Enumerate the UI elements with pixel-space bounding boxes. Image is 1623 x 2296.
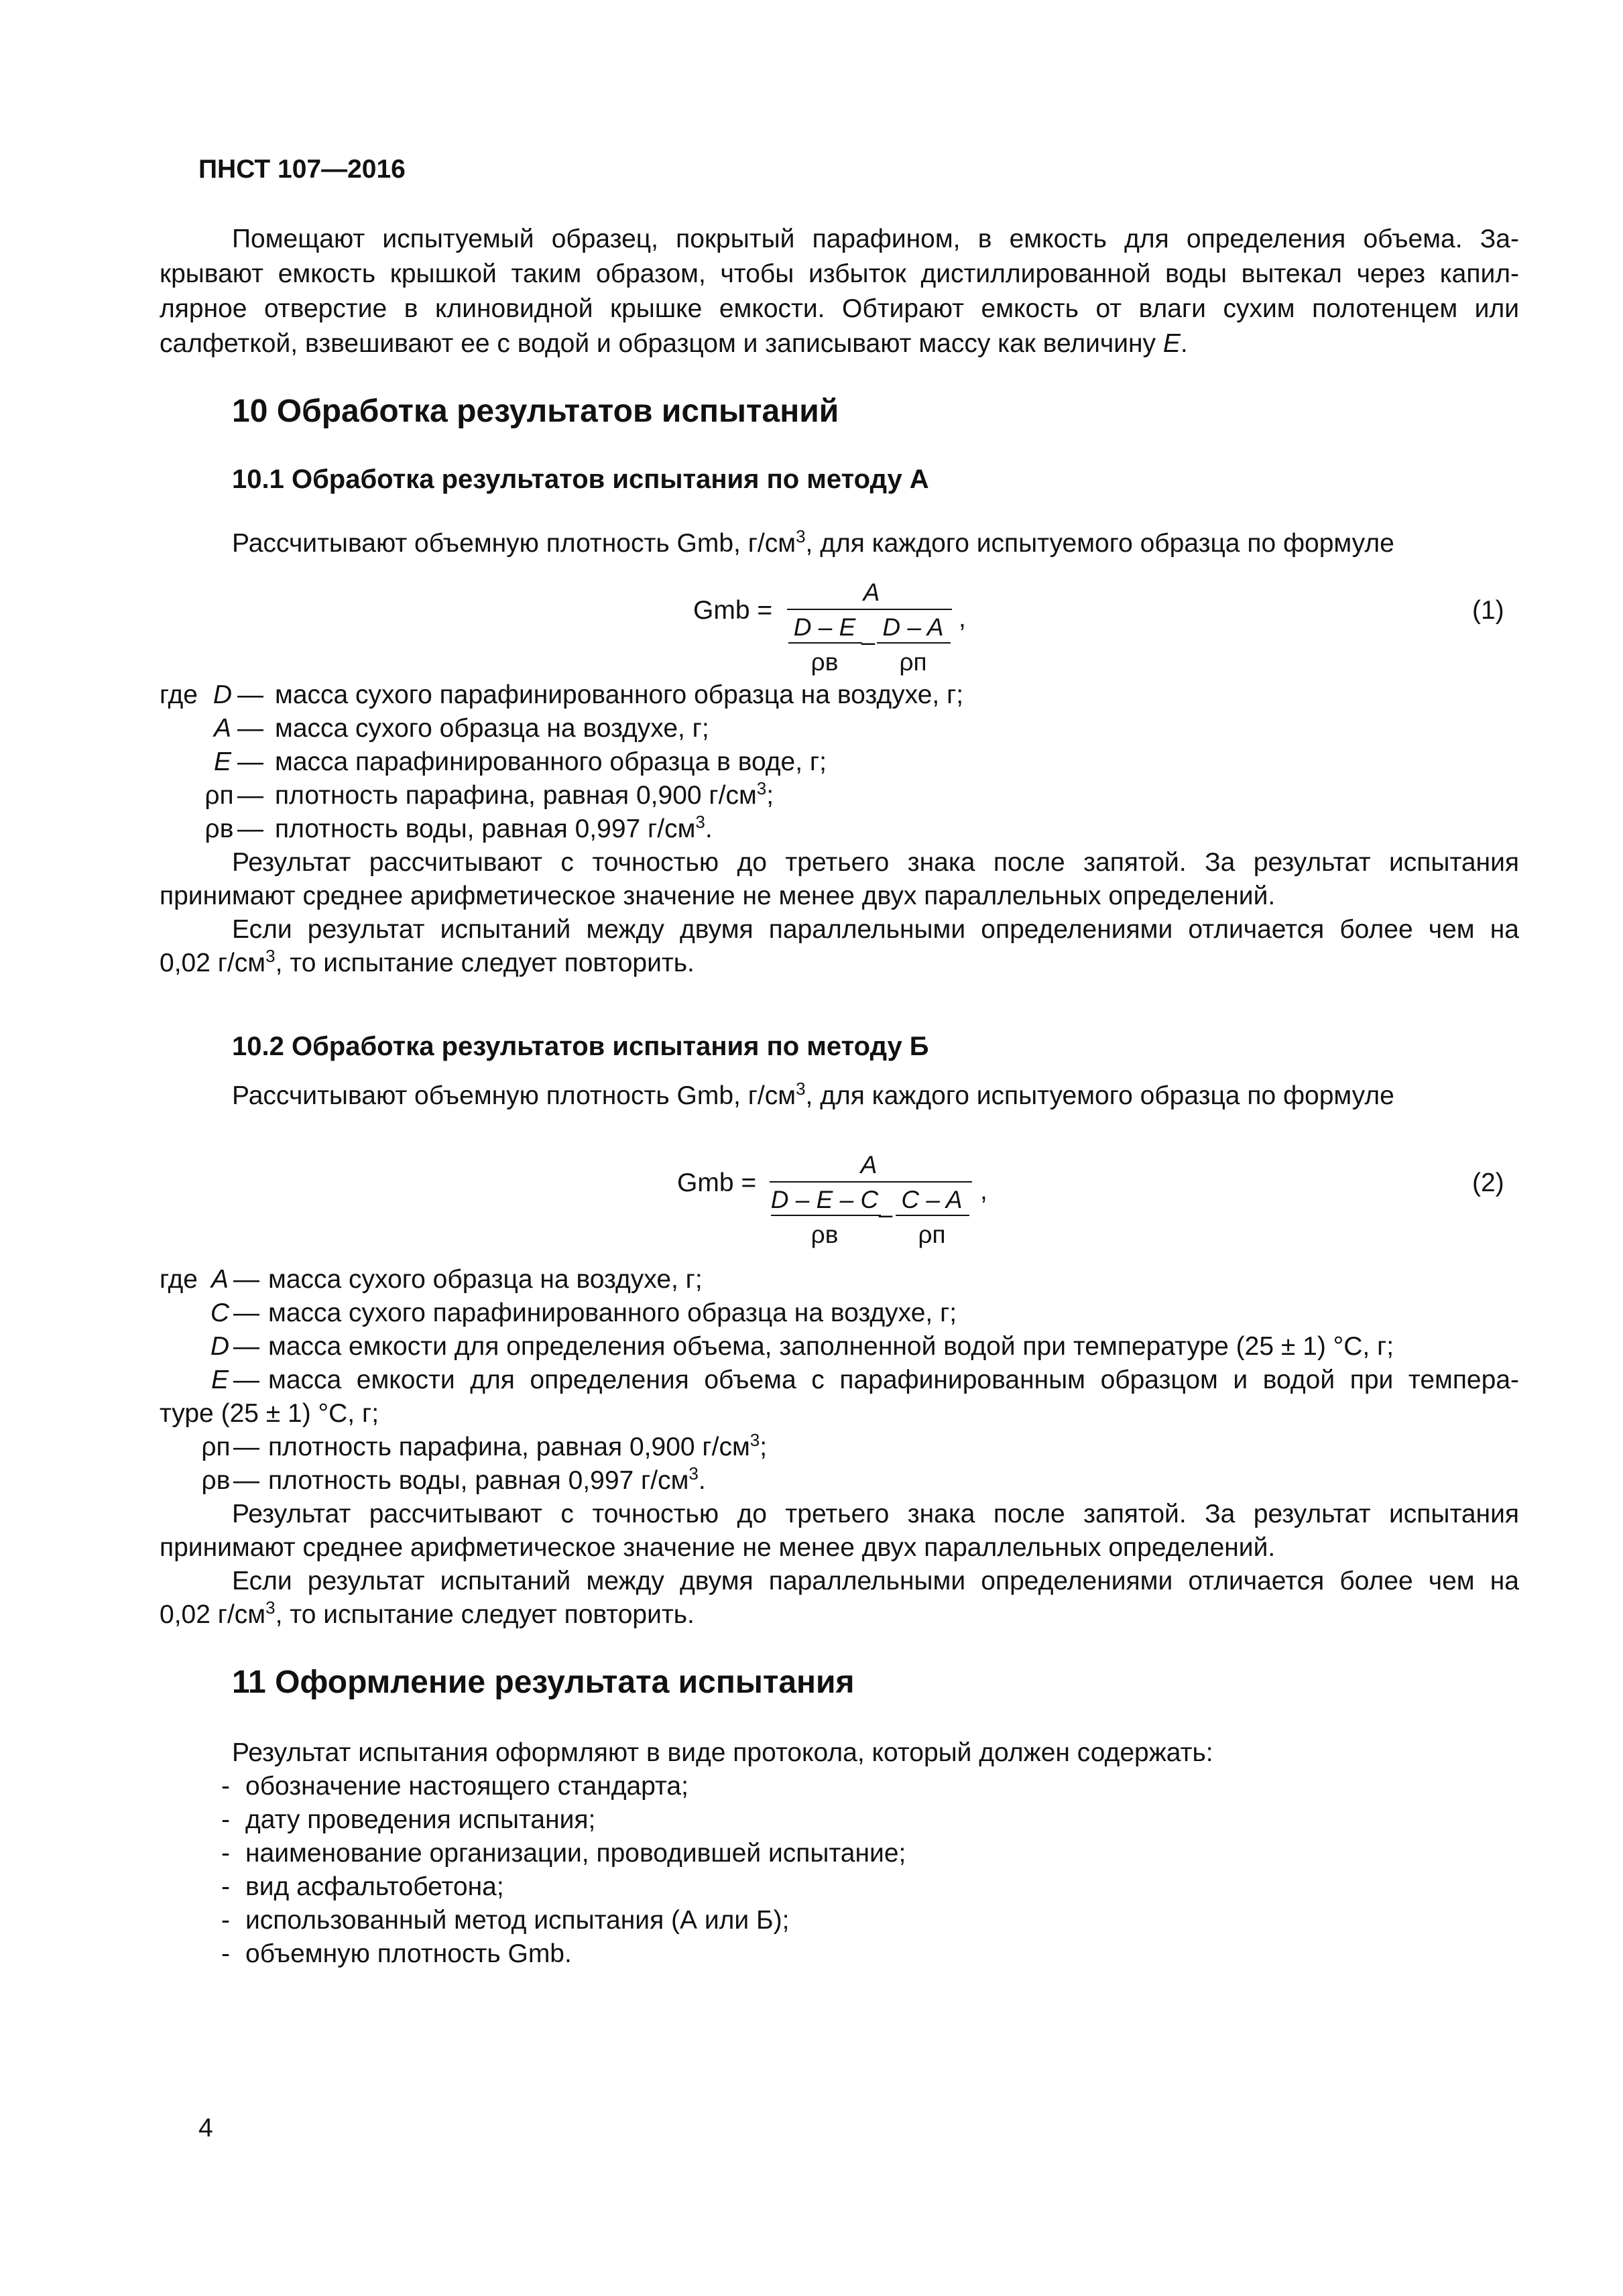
s102-repeat-line-2 (160, 1598, 695, 1632)
s101-result-line-2: принимают среднее арифметическое значение не менее двух параллельных определений. (160, 882, 1276, 910)
where-1-dash-4: — (237, 814, 263, 843)
intro-line-4-text: салфеткой, взвешивают ее с водой и образцом и записывают массу как величину (160, 329, 1156, 358)
where-1-sym-0: D (213, 680, 233, 709)
s102-intro-b: , для каждого испытуемого образца по формуле (805, 1081, 1394, 1110)
list-bullet-1: - (221, 1805, 230, 1834)
formula-1-lhs: Gmb = (693, 596, 773, 625)
s101-intro-a: Рассчитывают объемную плотность Gmb, г/см (232, 529, 796, 558)
where-1-text-2: масса парафинированного образца в воде, г; (275, 747, 827, 776)
section-10-1-title: 10.1 Обработка результатов испытания по методу А (232, 465, 929, 494)
where-2-prefix: где (160, 1265, 198, 1294)
where-2-dash-2: — (233, 1332, 259, 1361)
intro-period: . (1180, 329, 1188, 358)
list-bullet-3: - (221, 1872, 230, 1901)
where-2-text-6-end: . (698, 1466, 706, 1495)
where-1-prefix: где (160, 680, 198, 709)
list-item-5: объемную плотность Gmb. (245, 1939, 572, 1968)
formula-1-numerator: A (863, 579, 880, 606)
formula-1-main-bar (787, 609, 952, 610)
intro-line-3: лярное отверстие в клиновидной крышке емкости. Обтирают емкость от влаги сухим полотенцем или (160, 294, 1519, 323)
formula-2-term2-bar (896, 1215, 969, 1216)
where-1-text-4 (275, 812, 713, 846)
formula-2-numerator: A (860, 1151, 878, 1179)
where-1-dash-0: — (237, 680, 263, 709)
s102-repeat-a: 0,02 г/см (160, 1600, 266, 1629)
where-2-dash-6: — (233, 1466, 259, 1495)
formula-2-main-bar (770, 1181, 972, 1183)
where-2-text-6 (268, 1464, 706, 1498)
where-2-text-5-end: ; (760, 1433, 768, 1461)
s101-repeat-sup: 3 (265, 946, 276, 966)
formula-1-term1-den: ρв (810, 648, 839, 676)
formula-2-number: (2) (1472, 1168, 1504, 1197)
where-1-sym-4: ρв (204, 814, 234, 843)
where-2-text-5-a: плотность парафина, равная 0,900 г/см (268, 1433, 750, 1461)
where-1-text-4-sup: 3 (695, 812, 705, 832)
page-number: 4 (198, 2114, 213, 2142)
formula-2-lhs: Gmb = (677, 1168, 757, 1197)
s102-intro-sup: 3 (796, 1079, 806, 1099)
formula-2-term2-num: C – A (901, 1186, 963, 1213)
where-1-text-4-end: . (705, 814, 713, 843)
where-2-sym-2: D (210, 1332, 230, 1361)
where-1-text-4-a: плотность воды, равная 0,997 г/см (275, 814, 696, 843)
where-1-text-3 (275, 779, 774, 812)
intro-line-2: крывают емкость крышкой таким образом, чтобы избыток дистиллированной воды вытекал через капил- (160, 259, 1519, 288)
s102-intro-a: Рассчитывают объемную плотность Gmb, г/см (232, 1081, 796, 1110)
formula-2-term1-num: D – E – C (770, 1186, 879, 1213)
where-1-sym-2: E (213, 747, 231, 776)
where-2-dash-0: — (233, 1265, 259, 1294)
where-1-text-1: масса сухого образца на воздухе, г; (275, 714, 709, 743)
section-11-title: 11 Оформление результата испытания (232, 1665, 855, 1700)
s101-repeat-line-1: Если результат испытаний между двумя параллельными определениями отличается более чем на (232, 915, 1519, 944)
list-bullet-2: - (221, 1839, 230, 1868)
s101-repeat-a: 0,02 г/см (160, 949, 266, 977)
formula-1-term2-num: D – A (882, 613, 944, 641)
where-2-dash-3: — (233, 1366, 259, 1394)
where-1-sym-1: A (213, 714, 231, 743)
where-2-text-4: туре (25 ± 1) °С, г; (160, 1399, 379, 1428)
where-2-text-6-sup: 3 (688, 1463, 699, 1484)
where-2-sym-5: ρп (201, 1433, 231, 1461)
list-bullet-0: - (221, 1772, 230, 1801)
formula-1-comma: , (959, 604, 966, 633)
s101-repeat-b: , то испытание следует повторить. (275, 949, 695, 977)
where-2-text-5 (268, 1431, 767, 1464)
where-2-dash-5: — (233, 1433, 259, 1461)
formula-2-term1-den: ρв (810, 1221, 839, 1248)
s101-repeat-line-2 (160, 947, 695, 980)
list-bullet-5: - (221, 1939, 230, 1968)
formula-1-term1-num: D – E (793, 613, 856, 641)
s102-intro (232, 1079, 1394, 1113)
where-1-text-3-a: плотность парафина, равная 0,900 г/см (275, 781, 757, 810)
formula-1-term2-bar (877, 642, 951, 644)
where-2-text-1: масса сухого парафинированного образца на воздухе, г; (268, 1298, 957, 1327)
intro-line-4 (160, 327, 1188, 361)
where-2-text-0: масса сухого образца на воздухе, г; (268, 1265, 703, 1294)
s102-result-line-2: принимают среднее арифметическое значение не менее двух параллельных определений. (160, 1533, 1276, 1562)
list-item-3: вид асфальтобетона; (245, 1872, 504, 1901)
list-item-1: дату проведения испытания; (245, 1805, 596, 1834)
s101-intro (232, 527, 1394, 560)
s102-repeat-b: , то испытание следует повторить. (275, 1600, 695, 1629)
intro-line-1: Помещают испытуемый образец, покрытый парафином, в емкость для определения объема. За- (232, 225, 1519, 253)
s101-intro-sup: 3 (796, 526, 806, 546)
formula-2-term2-den: ρп (918, 1221, 946, 1248)
where-1-sym-3: ρп (204, 781, 234, 810)
formula-1-number: (1) (1472, 596, 1504, 625)
s101-result-line-1: Результат рассчитывают с точностью до третьего знака после запятой. За результат испытания (232, 848, 1519, 877)
where-1-text-0: масса сухого парафинированного образца на воздухе, г; (275, 680, 964, 709)
where-2-text-6-a: плотность воды, равная 0,997 г/см (268, 1466, 689, 1495)
section-10-title: 10 Обработка результатов испытаний (232, 394, 839, 429)
section-10-2-title: 10.2 Обработка результатов испытания по методу Б (232, 1032, 929, 1061)
formula-2-op: – (878, 1201, 893, 1228)
section-11-intro: Результат испытания оформляют в виде протокола, который должен содержать: (232, 1738, 1213, 1767)
where-2-text-5-sup: 3 (749, 1430, 760, 1450)
where-2-text-3: масса емкости для определения объема с парафинированным образцом и водой при темпера- (268, 1366, 1519, 1394)
where-1-dash-2: — (237, 747, 263, 776)
formula-1-op: – (861, 628, 876, 656)
formula-1-term1-bar (788, 642, 862, 644)
where-1-dash-1: — (237, 714, 263, 743)
where-1-dash-3: — (237, 781, 263, 810)
s102-repeat-sup: 3 (265, 1597, 276, 1618)
list-bullet-4: - (221, 1906, 230, 1935)
where-1-text-3-end: ; (766, 781, 774, 810)
where-2-text-2: масса емкости для определения объема, заполненной водой при температуре (25 ± 1) °С, г; (268, 1332, 1394, 1361)
where-1-text-3-sup: 3 (756, 778, 767, 798)
formula-2-term1-bar (771, 1215, 881, 1216)
where-2-dash-1: — (233, 1298, 259, 1327)
s101-intro-b: , для каждого испытуемого образца по формуле (805, 529, 1394, 558)
list-item-0: обозначение настоящего стандарта; (245, 1772, 688, 1801)
where-2-sym-0: A (211, 1265, 229, 1294)
where-2-sym-1: C (210, 1298, 230, 1327)
where-2-sym-3: E (211, 1366, 229, 1394)
list-item-4: использованный метод испытания (А или Б); (245, 1906, 790, 1935)
where-2-sym-6: ρв (201, 1466, 231, 1495)
formula-2-comma: , (980, 1176, 987, 1205)
list-item-2: наименование организации, проводившей испытание; (245, 1839, 906, 1868)
document-code: ПНСТ 107—2016 (198, 155, 406, 184)
s102-result-line-1: Результат рассчитывают с точностью до третьего знака после запятой. За результат испытания (232, 1500, 1519, 1528)
s102-repeat-line-1: Если результат испытаний между двумя параллельными определениями отличается более чем на (232, 1567, 1519, 1595)
intro-var: E (1162, 329, 1181, 358)
formula-1-term2-den: ρп (899, 648, 927, 676)
